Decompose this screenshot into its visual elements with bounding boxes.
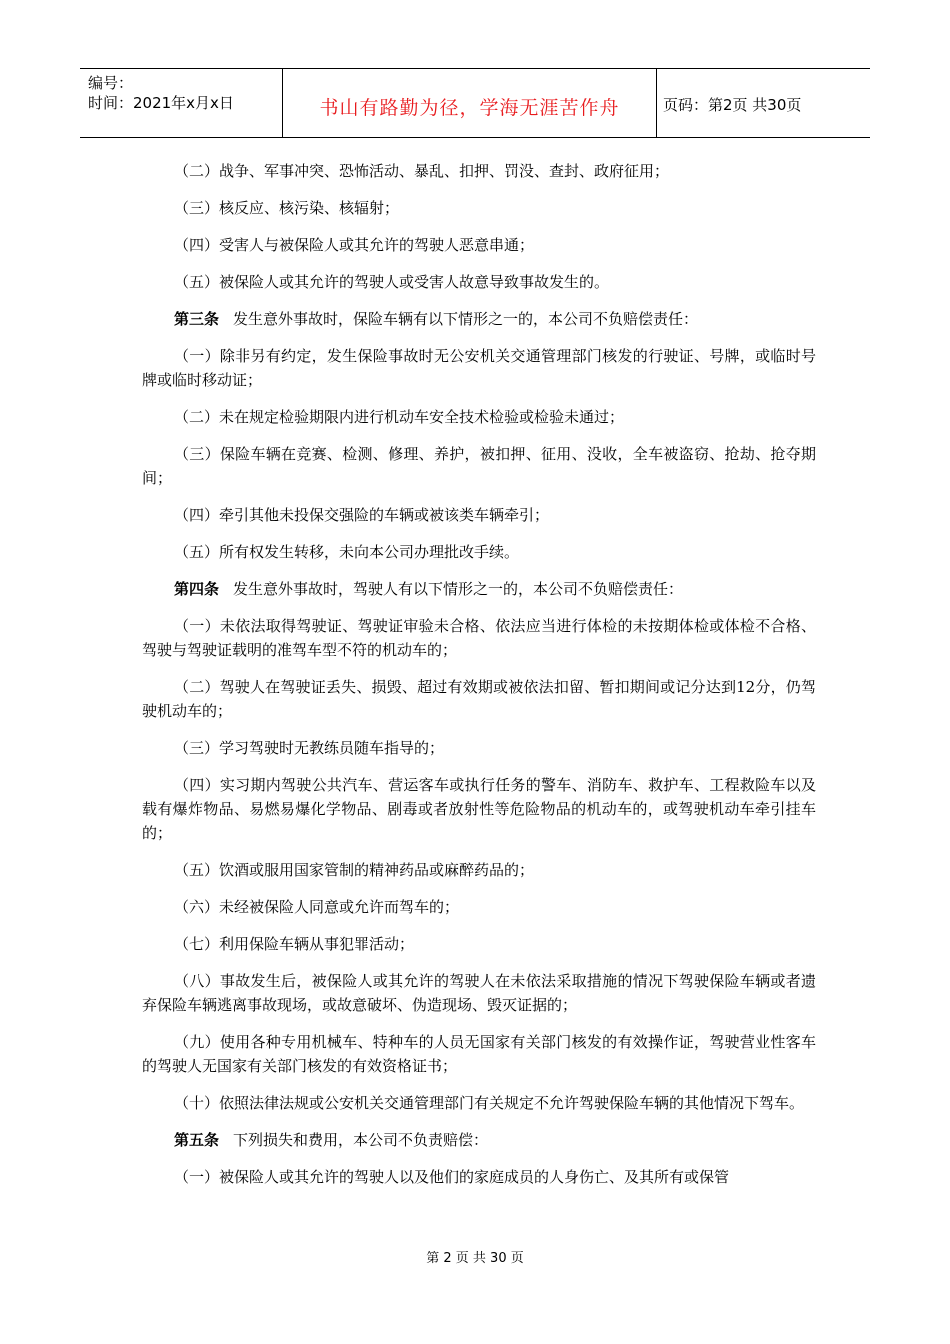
article-title: 第三条 [174,310,220,328]
paragraph-text: （一）除非另有约定，发生保险事故时无公安机关交通管理部门核发的行驶证、号牌，或临时号牌或临时移动证； [142,347,816,389]
article-title: 第五条 [174,1131,220,1149]
header-meta [80,69,283,137]
paragraph-text: （一）被保险人或其允许的驾驶人以及他们的家庭成员的人身伤亡、及其所有或保管 [174,1168,730,1186]
motto-text: 书山有路勤为径，学海无涯苦作舟 [319,96,620,119]
paragraph-text: 发生意外事故时，保险车辆有以下情形之一的，本公司不负赔偿责任： [233,310,699,328]
clause-paragraph [142,540,816,564]
clause-paragraph [142,932,816,956]
paragraph-text: 发生意外事故时，驾驶人有以下情形之一的，本公司不负赔偿责任： [233,580,684,598]
clause-paragraph [142,270,816,294]
clause-paragraph [142,614,816,662]
page-footer [0,1247,950,1266]
paragraph-text: （五）所有权发生转移，未向本公司办理批改手续。 [174,543,520,561]
paragraph-text: （九）使用各种专用机械车、特种车的人员无国家有关部门核发的有效操作证，驾驶营业性客车的驾驶人无国家有关部门核发的有效资格证书； [142,1033,816,1075]
clause-paragraph [142,405,816,429]
paragraph-text: （四）牵引其他未投保交强险的车辆或被该类车辆牵引； [174,506,550,524]
clause-paragraph [142,773,816,845]
paragraph-text: （六）未经被保险人同意或允许而驾车的； [174,898,460,916]
clause-paragraph [142,233,816,257]
paragraph-text: （十）依照法律法规或公安机关交通管理部门有关规定不允许驾驶保险车辆的其他情况下驾车。 [174,1094,805,1112]
page-number-label: 页码：第2页 共30页 [663,95,802,114]
clause-paragraph [142,675,816,723]
footer-page-number: 第 2 页 共 30 页 [426,1251,524,1266]
header-page-info [657,69,870,137]
paragraph-text: （三）核反应、核污染、核辐射； [174,199,400,217]
clause-paragraph [142,196,816,220]
page-header [80,68,870,138]
article-paragraph [142,307,816,331]
article-title: 第四条 [174,580,220,598]
paragraph-text: （一）未依法取得驾驶证、驾驶证审验未合格、依法应当进行体检的未按期体检或体检不合格、驾驶与驾驶证载明的准驾车型不符的机动车的； [142,617,816,659]
paragraph-text: （二）战争、军事冲突、恐怖活动、暴乱、扣押、罚没、查封、政府征用； [174,162,670,180]
clause-paragraph [142,969,816,1017]
header-motto [283,69,657,137]
document-body [142,159,816,1202]
paragraph-text: （二）驾驶人在驾驶证丢失、损毁、超过有效期或被依法扣留、暂扣期间或记分达到12分，仍驾驶机动车的； [142,678,816,720]
article-paragraph [142,577,816,601]
paragraph-text: （五）饮酒或服用国家管制的精神药品或麻醉药品的； [174,861,535,879]
clause-paragraph [142,1030,816,1078]
clause-paragraph [142,736,816,760]
clause-paragraph [142,1091,816,1115]
paragraph-text: （四）受害人与被保险人或其允许的驾驶人恶意串通； [174,236,535,254]
paragraph-text: （八）事故发生后，被保险人或其允许的驾驶人在未依法采取措施的情况下驾驶保险车辆或者遗弃保险车辆逃离事故现场，或故意破坏、伪造现场、毁灭证据的； [142,972,816,1014]
document-number-label: 编号： [88,74,134,92]
clause-paragraph [142,442,816,490]
clause-paragraph [142,895,816,919]
article-paragraph [142,1128,816,1152]
clause-paragraph [142,1165,816,1189]
document-date-label: 时间：2021年x月x日 [88,94,234,112]
paragraph-text: 下列损失和费用，本公司不负责赔偿： [233,1131,489,1149]
paragraph-text: （五）被保险人或其允许的驾驶人或受害人故意导致事故发生的。 [174,273,610,291]
paragraph-text: （七）利用保险车辆从事犯罪活动； [174,935,415,953]
clause-paragraph [142,503,816,527]
paragraph-text: （四）实习期内驾驶公共汽车、营运客车或执行任务的警车、消防车、救护车、工程救险车以及载有爆炸物品、易燃易爆化学物品、剧毒或者放射性等危险物品的机动车的，或驾驶机动车牵引挂车的； [142,776,816,842]
paragraph-text: （三）学习驾驶时无教练员随车指导的； [174,739,445,757]
clause-paragraph [142,159,816,183]
paragraph-text: （三）保险车辆在竞赛、检测、修理、养护，被扣押、征用、没收，全车被盗窃、抢劫、抢夺期间； [142,445,816,487]
clause-paragraph [142,858,816,882]
paragraph-text: （二）未在规定检验期限内进行机动车安全技术检验或检验未通过； [174,408,625,426]
clause-paragraph [142,344,816,392]
